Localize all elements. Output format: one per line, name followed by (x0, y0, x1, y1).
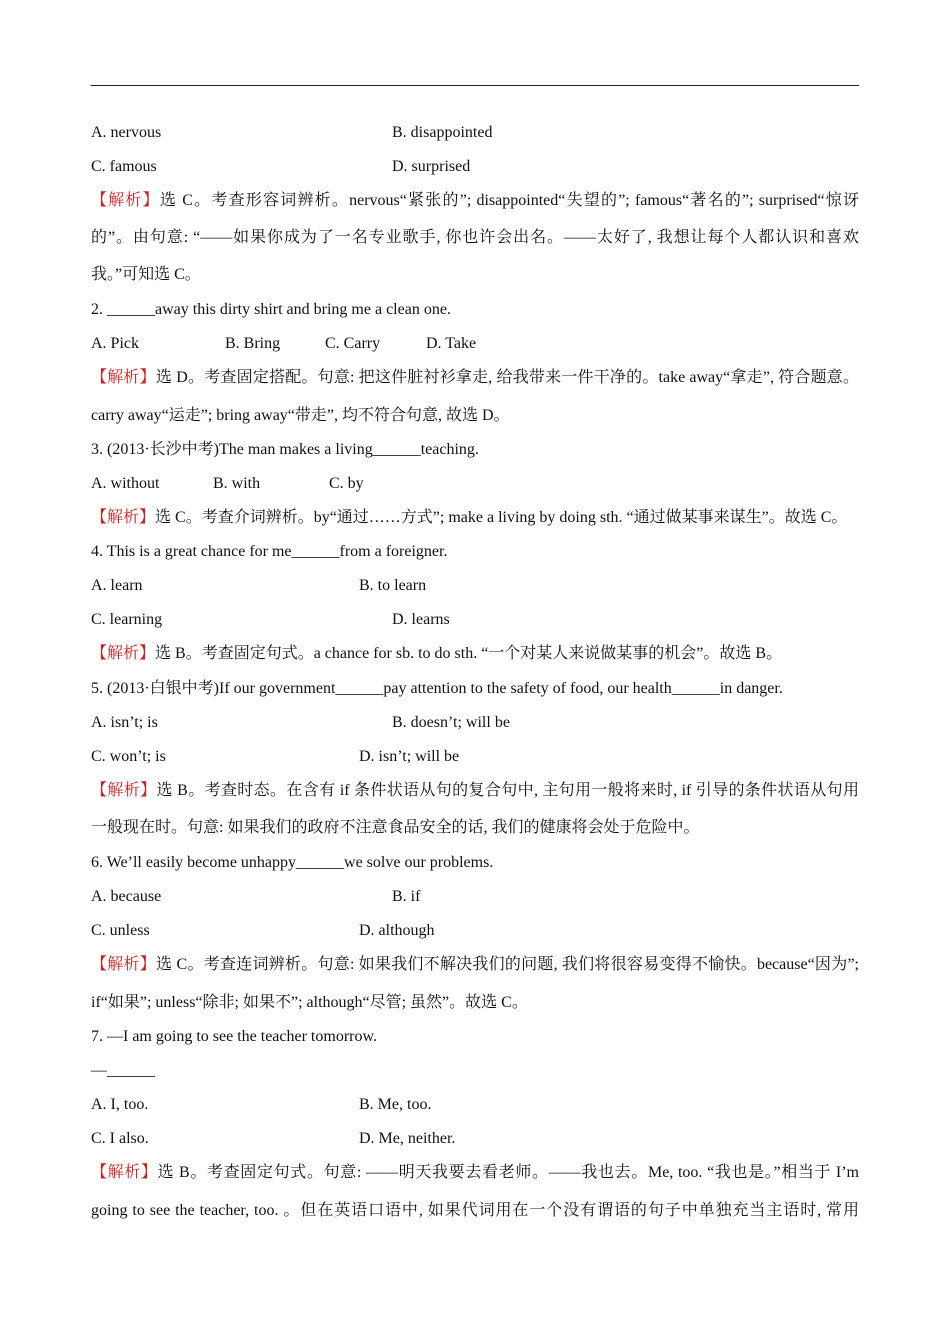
q4-option-a: A. learn (91, 577, 143, 594)
q2-option-c: C. Carry (325, 335, 381, 352)
q5-option-c: C. won’t; is (91, 748, 166, 765)
q3-explanation-line-1: 【解析】选 C。考查介词辨析。by“通过……方式”; make a living by doing sth. “通过做某事来谋生”。故选 C。 (91, 509, 848, 526)
q7-response-blank: —______ (91, 1062, 155, 1079)
q7-explanation-line-1: 【解析】选 B。考查固定句式。句意: ——明天我要去看老师。——我也去。Me, too. “我也是。”相当于 I’m (91, 1164, 859, 1181)
q7-option-b: B. Me, too. (359, 1096, 432, 1113)
q7-option-a: A. I, too. (91, 1096, 149, 1113)
q1-explanation-line-2: 的”。由句意: “——如果你成为了一名专业歌手, 你也许会出名。——太好了, 我想让每个人都认识和喜欢 (91, 229, 859, 246)
q5-option-a: A. isn’t; is (91, 714, 158, 731)
q2-option-b: B. Bring (225, 335, 281, 352)
q4-option-c: C. learning (91, 611, 163, 628)
q7-option-c: C. I also. (91, 1130, 149, 1147)
q7-explanation-line-2: going to see the teacher, too. 。但在英语口语中, 如果代词用在一个没有谓语的句子中单独充当主语时, 常用 (91, 1202, 859, 1219)
q1-explanation-line-1: 【解析】选 C。考查形容词辨析。nervous“紧张的”; disappointed“失望的”; famous“著名的”; surprised“惊讶 (91, 192, 859, 209)
q1-option-b: B. disappointed (392, 124, 493, 141)
q7-stem: 7. —I am going to see the teacher tomorrow. (91, 1028, 377, 1045)
q2-option-d: D. Take (426, 335, 477, 352)
q1-option-a: A. nervous (91, 124, 162, 141)
q3-option-a: A. without (91, 475, 160, 492)
q6-stem: 6. We’ll easily become unhappy______we solve our problems. (91, 854, 494, 871)
q1-explanation-line-3: 我。”可知选 C。 (91, 266, 201, 283)
q4-stem: 4. This is a great chance for me______from a foreigner. (91, 543, 448, 560)
q6-explanation-line-1: 【解析】选 C。考查连词辨析。句意: 如果我们不解决我们的问题, 我们将很容易变得不愉快。because“因为”; (91, 956, 859, 973)
q6-option-d: D. although (359, 922, 435, 939)
q3-stem: 3. (2013·长沙中考)The man makes a living______teaching. (91, 441, 479, 458)
analysis-tag: 【解析】 (91, 645, 156, 662)
q5-stem: 5. (2013·白银中考)If our government______pay attention to the safety of food, our health______in danger. (91, 680, 783, 697)
analysis-tag: 【解析】 (91, 782, 157, 799)
q3-option-c: C. by (329, 475, 364, 492)
analysis-tag: 【解析】 (91, 509, 156, 526)
q4-option-b: B. to learn (359, 577, 427, 594)
q2-stem: 2. ______away this dirty shirt and bring me a clean one. (91, 301, 451, 318)
q2-explanation-line-2: carry away“运走”; bring away“带走”, 均不符合句意, 故选 D。 (91, 407, 510, 424)
q3-option-b: B. with (213, 475, 261, 492)
q5-option-b: B. doesn’t; will be (392, 714, 510, 731)
q6-option-c: C. unless (91, 922, 150, 939)
q1-option-d: D. surprised (392, 158, 471, 175)
q7-option-d: D. Me, neither. (359, 1130, 456, 1147)
q5-explanation-line-1: 【解析】选 B。考查时态。在含有 if 条件状语从句的复合句中, 主句用一般将来时, if 引导的条件状语从句用 (91, 782, 859, 799)
analysis-tag: 【解析】 (91, 956, 157, 973)
analysis-tag: 【解析】 (91, 369, 156, 386)
q5-option-d: D. isn’t; will be (359, 748, 460, 765)
q2-option-a: A. Pick (91, 335, 139, 352)
q5-explanation-line-2: 一般现在时。句意: 如果我们的政府不注意食品安全的话, 我们的健康将会处于危险中。 (91, 819, 700, 836)
header-rule (91, 85, 859, 86)
q4-explanation-line-1: 【解析】选 B。考查固定句式。a chance for sb. to do sth. “一个对某人来说做某事的机会”。故选 B。 (91, 645, 783, 662)
q4-option-d: D. learns (392, 611, 450, 628)
q2-explanation-line-1: 【解析】选 D。考查固定搭配。句意: 把这件脏衬衫拿走, 给我带来一件干净的。take away“拿走”, 符合题意。 (91, 369, 859, 386)
q1-option-c: C. famous (91, 158, 157, 175)
analysis-tag: 【解析】 (91, 192, 160, 209)
q6-explanation-line-2: if“如果”; unless“除非; 如果不”; although“尽管; 虽然”。故选 C。 (91, 994, 528, 1011)
q6-option-a: A. because (91, 888, 162, 905)
q6-option-b: B. if (392, 888, 421, 905)
analysis-tag: 【解析】 (91, 1164, 158, 1181)
